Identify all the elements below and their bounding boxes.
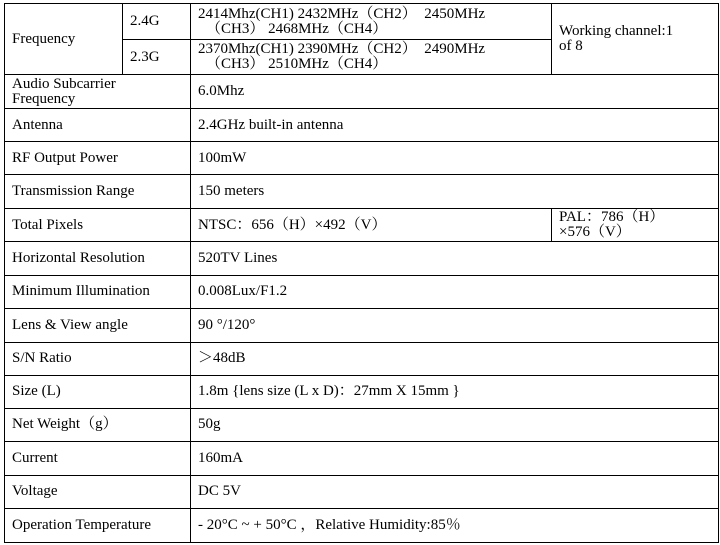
frequency-label: Frequency xyxy=(5,4,123,75)
sn-label: S/N Ratio xyxy=(5,342,191,375)
range-label: Transmission Range xyxy=(5,175,191,209)
antenna-value: 2.4GHz built-in antenna xyxy=(191,109,719,142)
weight-value: 50g xyxy=(191,408,719,441)
lens-row xyxy=(5,308,719,342)
temperature-label: Operation Temperature xyxy=(5,508,191,542)
channels-line: 2414Mhz(CH1) 2432MHz（CH2） 2450MHz xyxy=(198,5,486,22)
voltage-row xyxy=(5,475,719,508)
working-channel-line: Working channel:1 xyxy=(559,23,674,40)
sn-value: ＞48dB xyxy=(191,342,719,375)
band-label-2-4g: 2.4G xyxy=(123,4,191,40)
rf-power-row xyxy=(5,142,719,175)
antenna-row xyxy=(5,109,719,142)
band-channels-2-3g xyxy=(191,40,552,75)
channels-line: （CH3） 2468MHz（CH4） xyxy=(206,20,388,37)
pixels-row xyxy=(5,209,719,242)
audio-value: 6.0Mhz xyxy=(191,75,719,109)
illumination-row xyxy=(5,276,719,308)
band-label-2-3g: 2.3G xyxy=(123,40,191,75)
pal-line: PAL：786（H） xyxy=(559,209,665,226)
channels-line: （CH3） 2510MHz（CH4） xyxy=(206,56,388,73)
rf-power-value: 100mW xyxy=(191,142,719,175)
resolution-label: Horizontal Resolution xyxy=(5,242,191,276)
weight-label: Net Weight（g） xyxy=(5,408,191,441)
lens-value: 90 °/120° xyxy=(191,308,719,342)
resolution-value: 520TV Lines xyxy=(191,242,719,276)
sn-row xyxy=(5,342,719,375)
working-channel-line: of 8 xyxy=(559,38,583,55)
weight-row xyxy=(5,408,719,441)
voltage-label: Voltage xyxy=(5,475,191,508)
size-row xyxy=(5,375,719,408)
current-label: Current xyxy=(5,441,191,475)
audio-label-line: Audio Subcarrier xyxy=(12,75,116,92)
resolution-row xyxy=(5,242,719,276)
frequency-row-1 xyxy=(5,4,719,40)
audio-label xyxy=(5,75,191,109)
temperature-row xyxy=(5,508,719,542)
size-label: Size (L) xyxy=(5,375,191,408)
band-channels-2-4g xyxy=(191,4,552,40)
audio-label-line: Frequency xyxy=(12,90,76,107)
pal-line: ×576（V） xyxy=(559,224,631,241)
lens-label: Lens & View angle xyxy=(5,308,191,342)
antenna-label: Antenna xyxy=(5,109,191,142)
range-value: 150 meters xyxy=(191,175,719,209)
channels-line: 2370Mhz(CH1) 2390MHz（CH2） 2490MHz xyxy=(198,41,486,58)
working-channel xyxy=(552,4,719,75)
pixels-ntsc: NTSC：656（H）×492（V） xyxy=(191,209,552,242)
audio-row xyxy=(5,75,719,109)
rf-power-label: RF Output Power xyxy=(5,142,191,175)
pixels-pal xyxy=(552,209,719,242)
size-value: 1.8m {lens size (L x D)：27mm X 15mm } xyxy=(191,375,719,408)
current-value: 160mA xyxy=(191,441,719,475)
voltage-value: DC 5V xyxy=(191,475,719,508)
illumination-label: Minimum Illumination xyxy=(5,276,191,308)
illumination-value: 0.008Lux/F1.2 xyxy=(191,276,719,308)
spec-table xyxy=(4,3,719,543)
pixels-label: Total Pixels xyxy=(5,209,191,242)
range-row xyxy=(5,175,719,209)
temperature-value: - 20°C ~ + 50°C ，Relative Humidity:85％ xyxy=(191,508,719,542)
current-row xyxy=(5,441,719,475)
